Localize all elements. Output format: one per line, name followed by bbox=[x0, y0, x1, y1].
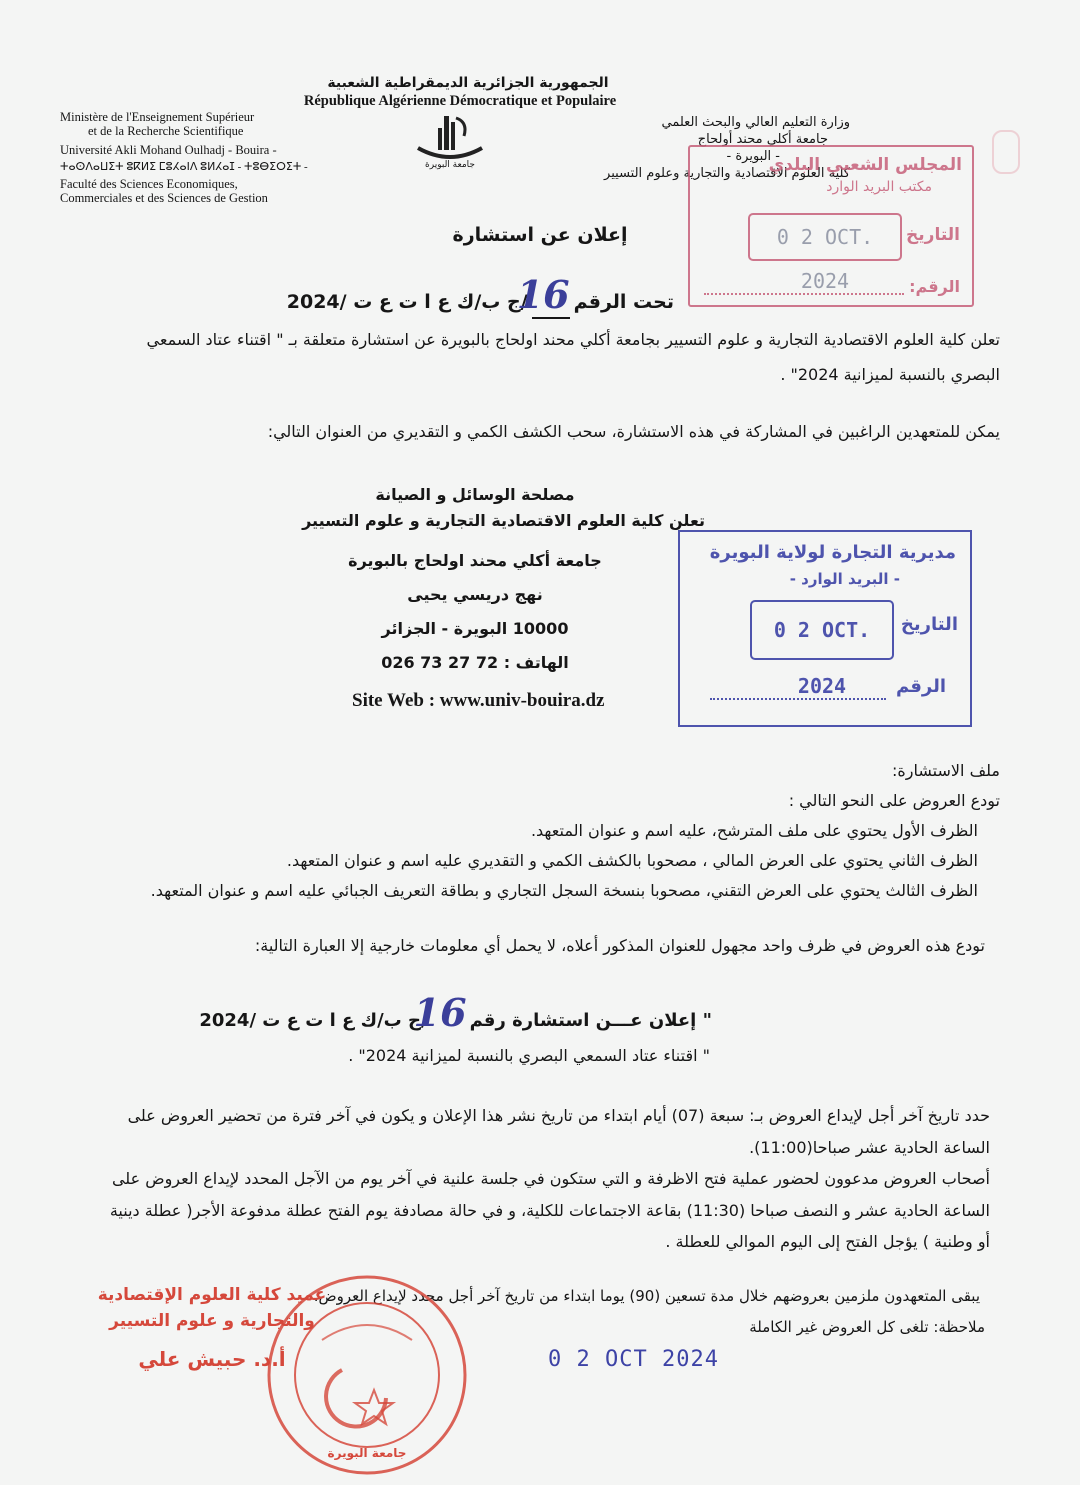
address-phone: الهاتف : 72 27 73 026 bbox=[381, 653, 569, 672]
intro-line-1: تعلن كلية العلوم الاقتصادية التجارية و علوم التسيير بجامعة أكلي محند اولحاج بالبويرة عن استشارة متعلقة بـ " اقتناء عتاد السمعي bbox=[146, 330, 1000, 349]
ref-number: 16 bbox=[516, 272, 570, 317]
signature-name: أ.د. حبيش علي bbox=[138, 1347, 286, 1371]
stamp-blue-ref-label: الرقم bbox=[895, 676, 946, 697]
quote-suffix: /ج ب/ك ع ا ت ع ت /2024 bbox=[199, 1010, 428, 1031]
file-envelope-1: الظرف الأول يحتوي على ملف المترشح، عليه اسم و عنوان المتعهد. bbox=[530, 821, 978, 840]
university-logo bbox=[410, 108, 490, 178]
stamp-top-ref-dots bbox=[704, 293, 904, 295]
ref-suffix: /ج ب/ك ع ا ت ع ت /2024 bbox=[286, 291, 528, 313]
quote-number: 16 bbox=[413, 990, 467, 1035]
stamp-top-line2: مكتب البريد الوارد bbox=[826, 179, 932, 195]
stamp-received-top bbox=[688, 145, 974, 307]
validity-line: يبقى المتعهدون ملزمين بعروضهم خلال مدة تسعين (90) يوما ابتداء من تاريخ آخر أجل محدد لإيداع العروض. bbox=[313, 1287, 980, 1305]
quote-prefix: " إعلان عـــن استشارة رقم bbox=[469, 1010, 712, 1031]
address-lines bbox=[330, 544, 620, 680]
stamp-received-blue bbox=[678, 530, 972, 727]
logo-caption: جامعة البويرة bbox=[425, 160, 475, 170]
university-tifinagh: ⵜⴰⵙⴷⴰⵡⵉⵜ ⵓⴽⵍⵉ ⵎⵓⵃⴰⵏⴷ ⵓⵍⵃⴰⵊ - ⵜⵓⴱⵉⵔⵉⵜ - bbox=[60, 161, 308, 173]
stamp-blue-line2: - البريد الوارد - bbox=[789, 570, 900, 588]
quote-object: " اقتناء عتاد السمعي البصري بالنسبة لميزانية 2024" . bbox=[348, 1046, 710, 1065]
faculty-fr-2: Commerciales et des Sciences de Gestion bbox=[60, 191, 268, 205]
city-ar: - البويرة - bbox=[726, 149, 780, 164]
page-title: إعلان عن استشارة bbox=[452, 224, 628, 246]
republic-fr: République Algérienne Démocratique et Populaire bbox=[303, 93, 617, 109]
university-fr: Université Akli Mohand Oulhadj - Bouira - bbox=[60, 143, 277, 157]
seal-caption: جامعة البويرة bbox=[327, 1446, 407, 1460]
address-block bbox=[330, 478, 620, 511]
deadline-line-1: حدد تاريخ آخر أجل لإيداع العروض بـ: سبعة (07) أيام ابتداء من تاريخ نشر هذا الإعلان و يكون في آخر فترة من تحضير العروض على bbox=[127, 1106, 990, 1125]
stamp-top-date-box bbox=[748, 213, 902, 293]
withdraw-line: يمكن للمتعهدين الراغبين في المشاركة في هذه الاستشارة، سحب الكشف الكمي و التقديري من العنوان التالي: bbox=[267, 422, 1000, 441]
deadline-section bbox=[110, 1100, 990, 1258]
stamp-top-date: 0 2 OCT. 2024 bbox=[776, 225, 874, 293]
quote-reference bbox=[199, 990, 712, 1035]
address-faculty: تعلن كلية العلوم الاقتصادية التجارية و علوم التسيير bbox=[302, 511, 705, 530]
stamp-blue-ref-dots bbox=[710, 698, 886, 700]
address-website: Site Web : www.univ-bouira.dz bbox=[352, 690, 605, 711]
stamp-blue-date: 0 2 OCT. 2024 bbox=[773, 618, 871, 698]
university-ar: جامعة أكلي محند أولحاج bbox=[697, 132, 828, 147]
pink-mark bbox=[992, 130, 1020, 174]
bottom-date-stamp: 0 2 OCT 2024 bbox=[548, 1347, 719, 1372]
reference-line bbox=[287, 272, 674, 319]
address-service: مصلحة الوسائل و الصيانة bbox=[375, 485, 575, 504]
ministry-ar: وزارة التعليم العالي والبحث العلمي bbox=[661, 115, 850, 130]
file-title: ملف الاستشارة: bbox=[892, 761, 1000, 780]
address-street: نهج دريسي يحيى bbox=[407, 585, 543, 604]
stamp-blue-date-box bbox=[750, 600, 894, 698]
file-envelope-2: الظرف الثاني يحتوي على العرض المالي ، مصحوبا بالكشف الكمي و التقديري عليه اسم و عنوان المتعهد. bbox=[286, 851, 978, 870]
intro-line-2: البصري بالنسبة لميزانية 2024" . bbox=[780, 365, 1000, 384]
stamp-blue-line1: مديرية التجارة لولاية البويرة bbox=[709, 542, 956, 563]
signature-title-1: عميد كلية العلوم الإقتصادية bbox=[97, 1285, 327, 1305]
address-city: 10000 البويرة - الجزائر bbox=[381, 619, 569, 638]
deadline-line-3: أصحاب العروض مدعوون لحضور عملية فتح الاظرفة و التي ستكون في جلسة علنية في آخر يوم من الآجل المحدد لإيداع العروض على bbox=[111, 1169, 990, 1188]
deadline-line-2: الساعة الحادية عشر صباحا(11:00). bbox=[749, 1137, 990, 1157]
stamp-blue-date-label: التاريخ bbox=[900, 614, 958, 635]
file-intro: تودع العروض على النحو التالي : bbox=[788, 791, 1000, 810]
ref-prefix: تحت الرقم bbox=[573, 291, 674, 313]
header-left-block bbox=[60, 110, 308, 205]
deadline-line-4: الساعة الحادية عشر و النصف صباحا (11:30) بقاعة الاجتماعات للكلية، و في حالة مصادفة يوم الفتح عطلة مدفوعة الأجر( عطلة دينية bbox=[109, 1200, 990, 1220]
file-deposit-note: تودع هذه العروض في ظرف واحد مجهول للعنوان المذكور أعلاه، لا يحمل أي معلومات خارجية إلا العبارة التالية: bbox=[254, 936, 985, 955]
republic-ar: الجمهورية الجزائرية الديمقراطية الشعبية bbox=[327, 75, 609, 91]
stamp-top-line1: المجلس الشعبي البلدي bbox=[768, 155, 962, 175]
faculty-fr-1: Faculté des Sciences Economiques, bbox=[60, 177, 238, 191]
ministry-fr-1: Ministère de l'Enseignement Supérieur bbox=[60, 110, 255, 124]
file-envelope-3: الظرف الثالث يحتوي على العرض التقني، مصحوبا بنسخة السجل التجاري و بطاقة التعريف الجبائي عليه اسم و عنوان المتعهد. bbox=[150, 881, 978, 900]
signature-title-2: والتجارية و علوم التسيير bbox=[109, 1311, 315, 1331]
stamp-top-ref-label: الرقم: bbox=[909, 277, 960, 296]
address-university: جامعة أكلي محند اولحاج بالبويرة bbox=[348, 551, 602, 570]
file-section bbox=[151, 756, 1000, 906]
ministry-fr-2: et de la Recherche Scientifique bbox=[88, 124, 244, 138]
stamp-top-date-label: التاريخ bbox=[906, 225, 960, 245]
university-seal bbox=[262, 1270, 472, 1480]
faculty-ar: كلية العلوم الاقتصادية والتجارية وعلوم التسيير bbox=[604, 166, 850, 181]
deadline-line-5: أو وطنية ) يؤجل الفتح إلى اليوم الموالي للعطلة . bbox=[665, 1232, 990, 1251]
note-line: ملاحظة: تلغى كل العروض غير الكاملة bbox=[749, 1318, 985, 1336]
